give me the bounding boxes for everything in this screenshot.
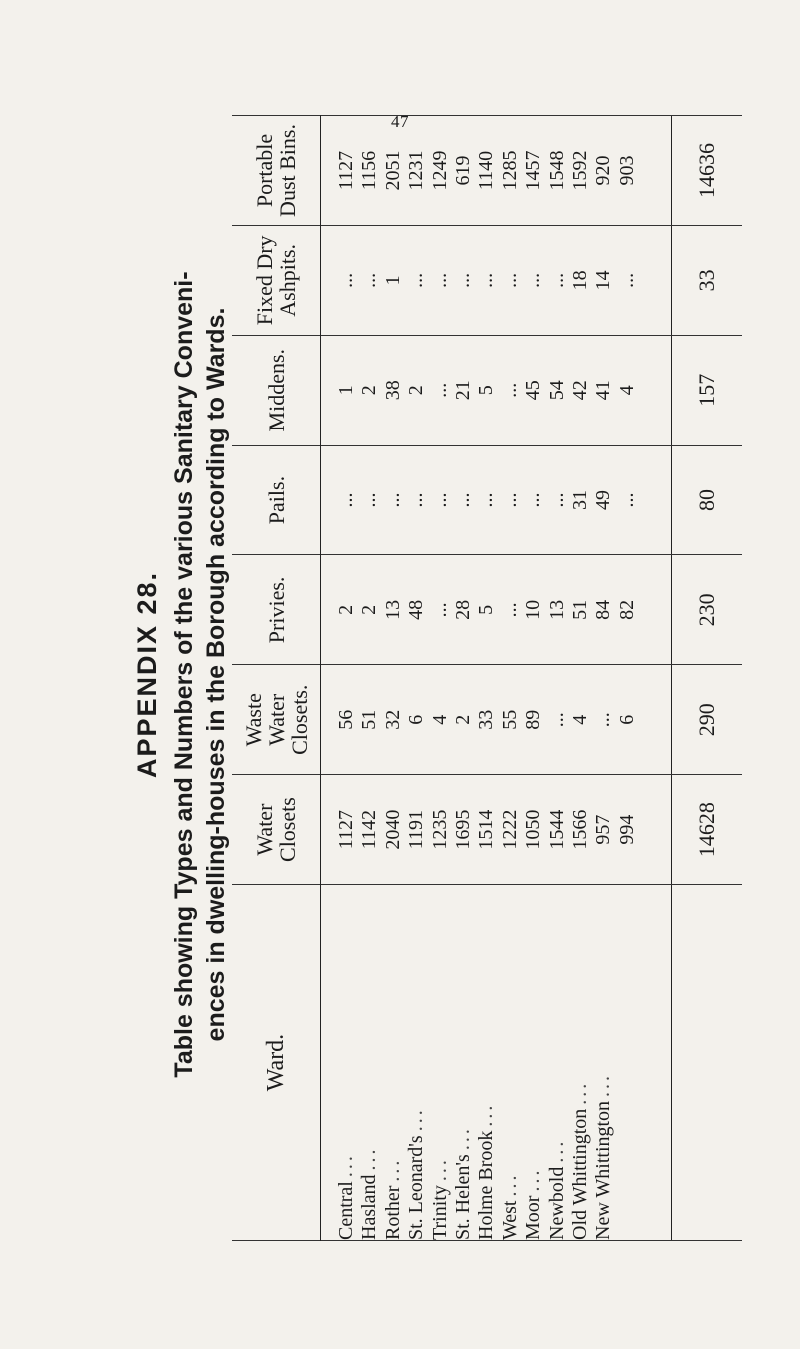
portable-dust-bins-column [321,116,672,226]
table-cell: 1127 [335,809,357,850]
ward-name: St. Leonard's [405,1135,428,1240]
table-cell: ... [405,492,428,508]
ward-name: Moor [522,1195,545,1240]
table-cell: ... [498,602,521,618]
header-portable-dust-bins: Portable Dust Bins. [232,116,321,226]
table-cell: 4 [428,714,451,725]
leader-dots [616,885,639,1236]
table-caption-line-2: ences in dwelling-houses in the Borough according to Wards. [202,307,230,1042]
table-cell: 38 [381,380,404,401]
ward-entry [335,885,358,1240]
table-cell: 5 [475,385,498,396]
ward-entry [546,885,569,1240]
table-cell: 33 [475,709,498,730]
page-number: 47 [391,112,409,131]
table-cell: 48 [405,599,428,620]
table-cell: ... [405,272,428,288]
header-ward: Ward. [232,885,321,1241]
table-cell: 1592 [568,150,591,191]
ward-entry [452,885,475,1240]
table-cell: ... [358,492,381,508]
leader-dots: ... [358,1146,381,1171]
table-cell: 18 [568,270,591,291]
table-cell: 903 [615,155,638,186]
ward-entry [569,885,592,1240]
table-cell: ... [475,492,498,508]
table-cell: 4 [615,385,638,396]
table-cell: 21 [451,380,474,401]
table-cell: 2 [358,385,381,396]
table-cell: 1191 [405,809,428,850]
table-cell: 2 [451,714,474,725]
table-body-row [321,116,672,1241]
total-portable-dust-bins: 14636 [672,116,743,226]
table-cell: ... [498,382,521,398]
table-cell: 1695 [451,809,474,850]
table-cell: 1 [381,275,404,286]
table-cell: 1231 [405,150,428,191]
table-cell: 1 [335,385,357,396]
title-block [0,0,230,1349]
appendix-title: APPENDIX 28. [132,570,162,779]
leader-dots: ... [451,1126,474,1151]
leader-dots: ... [405,1107,428,1132]
ward-name: St. Helen's [451,1154,474,1240]
table-cell: ... [428,272,451,288]
table-cell: ... [451,272,474,288]
table-cell: ... [428,382,451,398]
leader-dots: ... [335,1153,357,1178]
table-cell: 1222 [498,809,521,850]
leader-dots: ... [568,1080,591,1105]
total-middens: 157 [672,335,743,445]
totals-ward-cell [672,885,743,1241]
totals-row [672,116,743,1241]
table-cell: 32 [381,709,404,730]
table-cell: 1544 [545,809,568,850]
ward-name: West [498,1200,521,1240]
pails-column [321,445,672,555]
table-cell: 1249 [428,150,451,191]
table-cell: 51 [358,709,381,730]
table-cell: ... [522,272,545,288]
table-cell: 1127 [335,150,357,191]
leader-dots: ... [428,1157,451,1182]
table-cell: 41 [592,380,615,401]
table-cell: 1140 [475,150,498,191]
table-cell: ... [545,492,568,508]
middens-column [321,335,672,445]
table-cell: 1566 [568,809,591,850]
leader-dots: ... [592,1072,615,1097]
fixed-dry-ashpits-column [321,225,672,335]
ward-entry [499,885,522,1240]
ward-name: Old Whittington [568,1108,591,1240]
table-cell: 6 [615,714,638,725]
table-cell: 1142 [358,809,381,850]
ward-entry [616,885,639,1240]
table-cell: 2051 [381,150,404,191]
table-cell: 2 [335,604,357,615]
table-cell: 31 [568,490,591,511]
privies-column [321,555,672,665]
table-cell: 51 [568,599,591,620]
header-fixed-dry-ashpits: Fixed Dry Ashpits. [232,225,321,335]
table-cell: 84 [592,599,615,620]
header-middens: Middens. [232,335,321,445]
table-cell: 82 [615,599,638,620]
sanitary-conveniences-table [232,115,742,1241]
total-water-closets: 14628 [672,775,743,885]
header-waste-water-closets: Waste Water Closets. [232,665,321,775]
table-cell: 14 [592,270,615,291]
table-cell: 55 [498,709,521,730]
table-cell: 42 [568,380,591,401]
total-waste-water-closets: 290 [672,665,743,775]
total-pails: 80 [672,445,743,555]
table-cell: ... [615,492,638,508]
table-cell: 13 [381,599,404,620]
table-cell: ... [545,712,568,728]
ward-name: Trinity [428,1185,451,1240]
table-cell: 6 [405,714,428,725]
ward-name: Rother [381,1185,404,1240]
table-cell: 957 [592,814,615,845]
leader-dots: ... [475,1102,498,1127]
table-cell: 13 [545,599,568,620]
table-cell: 28 [451,599,474,620]
table-cell: 10 [522,599,545,620]
table-cell: 1514 [475,809,498,850]
leader-dots: ... [498,1172,521,1197]
table-cell: ... [358,272,381,288]
ward-entry [475,885,498,1240]
table-cell: ... [522,492,545,508]
table-caption-line-1: Table showing Types and Numbers of the various Sanitary Conveni- [170,271,198,1078]
table-cell: ... [451,492,474,508]
table-cell: 56 [335,709,357,730]
ward-entry [358,885,381,1240]
header-row [232,116,321,1241]
table-cell: ... [335,272,357,288]
ward-entry [382,885,405,1240]
table-cell: 619 [451,155,474,186]
table-cell: 2040 [381,809,404,850]
table-cell: 1457 [522,150,545,191]
ward-name: Holme Brook [475,1130,498,1240]
waste-water-closets-column [321,665,672,775]
table-cell: 49 [592,490,615,511]
ward-name: New Whittington [592,1100,615,1240]
table-cell: 2 [405,385,428,396]
header-privies: Privies. [232,555,321,665]
ward-entry [405,885,428,1240]
leader-dots: ... [545,1138,568,1163]
ward-name: Newbold [545,1166,568,1240]
table-cell: 89 [522,709,545,730]
table-cell: ... [498,272,521,288]
table-cell: ... [615,272,638,288]
table-cell: ... [428,492,451,508]
table-cell: 45 [522,380,545,401]
ward-entry [592,885,615,1240]
table-cell: 1050 [522,809,545,850]
table-cell: 920 [592,155,615,186]
table-cell: 1156 [358,150,381,191]
table-cell: 5 [475,604,498,615]
table-cell: 1235 [428,809,451,850]
table-cell: ... [475,272,498,288]
header-water-closets: Water Closets [232,775,321,885]
table-cell: 54 [545,380,568,401]
table-cell: 994 [615,814,638,845]
water-closets-column [321,775,672,885]
ward-entry [429,885,452,1240]
header-pails: Pails. [232,445,321,555]
table-cell: 4 [568,714,591,725]
table-cell: ... [498,492,521,508]
table-cell: ... [335,492,357,508]
table-cell: 1285 [498,150,521,191]
total-fixed-dry-ashpits: 33 [672,225,743,335]
table-cell: 1548 [545,150,568,191]
ward-name: Central [335,1181,357,1240]
leader-dots: ... [381,1157,404,1182]
ward-name: Hasland [358,1174,381,1240]
table-cell: ... [592,712,615,728]
table-cell: ... [545,272,568,288]
ward-column [321,885,672,1241]
table-cell: ... [428,602,451,618]
ward-entry [522,885,545,1240]
total-privies: 230 [672,555,743,665]
leader-dots: ... [522,1167,545,1192]
table-cell: ... [381,492,404,508]
table-cell: 2 [358,604,381,615]
